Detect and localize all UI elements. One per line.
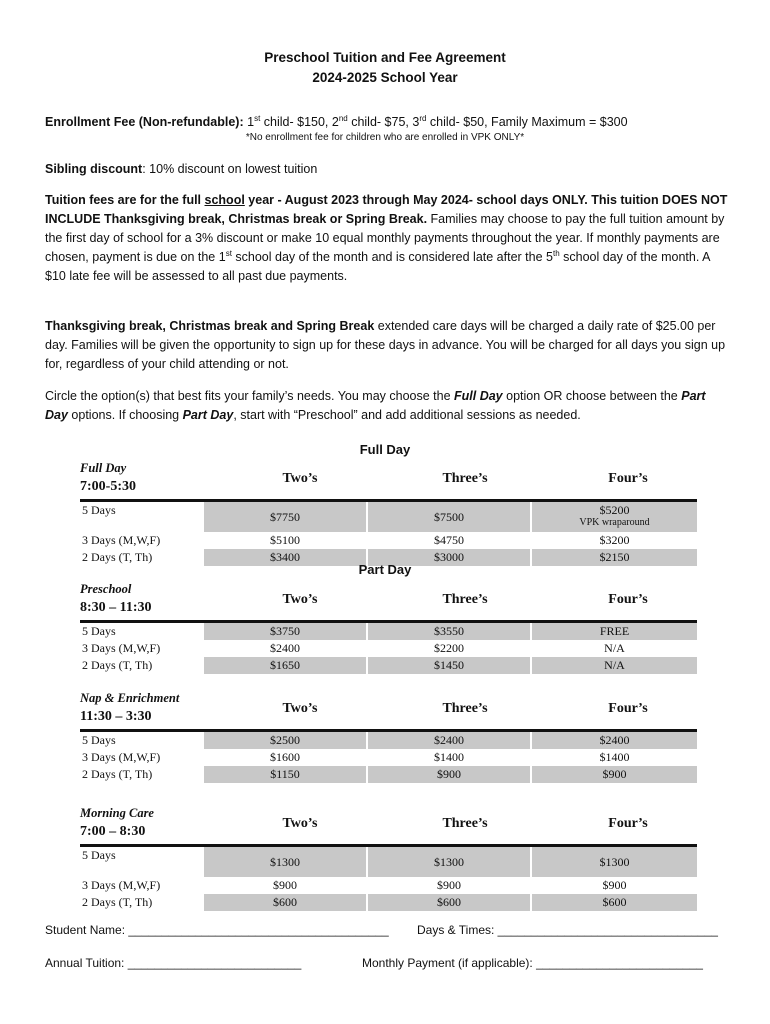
sup-st: st <box>254 113 261 123</box>
tuition-sup-1: st <box>225 248 232 258</box>
column-header: Two’s <box>282 816 318 831</box>
price-value: $2400 <box>434 733 464 747</box>
breaks-paragraph <box>45 317 730 374</box>
part-day-section-title: Part Day <box>358 562 412 577</box>
price-cell <box>368 657 530 674</box>
price-value: $900 <box>273 878 297 892</box>
price-cell <box>368 766 530 783</box>
tuition-sup-2: th <box>552 248 560 258</box>
price-cell <box>532 532 697 549</box>
price-cell <box>368 732 530 749</box>
price-value: $900 <box>437 767 461 781</box>
row-label: 3 Days (M,W,F) <box>82 641 161 655</box>
enrollment-text-3: child- $75, 3 <box>347 115 420 129</box>
price-cell <box>532 640 697 657</box>
price-value: FREE <box>599 624 630 638</box>
price-value: $2150 <box>599 550 630 564</box>
sibling-text: : 10% discount on lowest tuition <box>142 162 318 176</box>
options-paragraph <box>45 387 730 425</box>
price-value: $1300 <box>434 855 464 869</box>
price-value: $1400 <box>599 750 630 764</box>
tuition-paragraph <box>45 191 730 286</box>
row-label: 2 Days (T, Th) <box>82 767 153 781</box>
table-row <box>80 640 697 657</box>
row-label: 5 Days <box>82 624 116 638</box>
options-bold-2: Part Day <box>45 389 706 422</box>
table-row <box>80 877 697 894</box>
full-day-table <box>80 461 697 566</box>
price-cell <box>532 749 697 766</box>
sup-rd: rd <box>419 113 427 123</box>
row-label: 2 Days (T, Th) <box>82 658 153 672</box>
table-label: Preschool <box>80 582 132 596</box>
row-label: 3 Days (M,W,F) <box>82 750 161 764</box>
table-header <box>80 691 697 729</box>
options-text-2: option OR choose between the <box>502 389 682 403</box>
price-value: $2200 <box>434 641 464 655</box>
price-value: $900 <box>437 878 461 892</box>
full-day-section-title: Full Day <box>359 442 411 457</box>
breaks-text: extended care days will be charged a daily rate of $25.00 per day. Families will be given the opportunity to sign up for these days in advance. You will be charged for all days you sign up for, regardless of your child attending or not. <box>45 319 726 371</box>
price-value: $2400 <box>270 641 300 655</box>
morning-care-table <box>80 806 697 911</box>
enrollment-fee-label: Enrollment Fee (Non-refundable): <box>45 115 244 129</box>
price-cell <box>532 502 697 532</box>
price-cell <box>368 749 530 766</box>
column-header: Three’s <box>442 701 488 716</box>
table-label: Nap & Enrichment <box>80 691 180 705</box>
table-label: Full Day <box>80 461 127 475</box>
price-cell <box>204 894 366 911</box>
column-header: Three’s <box>442 592 488 607</box>
tuition-bold-2: year - August 2023 through May 2024- school days ONLY <box>244 193 585 207</box>
tuition-bold-1: Tuition fees are for the full <box>45 193 205 207</box>
vpk-note: *No enrollment fee for children who are enrolled in VPK ONLY* <box>245 132 525 143</box>
price-cell <box>204 657 366 674</box>
price-value: $7500 <box>434 510 464 524</box>
tuition-bold-underline: school <box>204 193 245 207</box>
table-row <box>80 749 697 766</box>
row-label: 2 Days (T, Th) <box>82 550 153 564</box>
nap-enrichment-table <box>80 691 697 783</box>
table-time: 8:30 – 11:30 <box>80 600 152 615</box>
tuition-text-2: school day of the month and is considered late after the 5 <box>231 250 553 264</box>
price-cell <box>532 766 697 783</box>
price-cell <box>204 749 366 766</box>
options-text-1: Circle the option(s) that best fits your family’s needs. You may choose the <box>45 389 455 403</box>
price-value: $900 <box>602 767 627 781</box>
price-cell <box>204 732 366 749</box>
price-value: $7750 <box>270 510 300 524</box>
row-label: 5 Days <box>82 848 116 862</box>
price-value: $1400 <box>434 750 464 764</box>
price-value: $2500 <box>270 733 300 747</box>
price-value: N/A <box>604 641 625 655</box>
price-value: $600 <box>437 895 461 909</box>
column-header: Three’s <box>442 816 488 831</box>
price-cell <box>204 877 366 894</box>
price-cell <box>532 877 697 894</box>
row-label: 5 Days <box>82 503 116 517</box>
tuition-text-1: Families may choose to pay the full tuition amount by the first day of school for a 3% discount or make 10 equal monthly payments throughout the year. If monthly payments are chosen, payment is due on the 1 <box>45 212 725 264</box>
student-name-field[interactable]: Student Name: _______________________________________ <box>45 923 389 937</box>
sup-nd: nd <box>338 113 348 123</box>
price-value: $3550 <box>434 624 464 638</box>
column-header: Three’s <box>442 471 488 486</box>
vpk-wraparound-note: VPK wraparound <box>579 517 650 528</box>
row-label: 3 Days (M,W,F) <box>82 533 161 547</box>
tuition-bold-3: . This tuition DOES NOT INCLUDE Thanksgiving break, Christmas break or Spring Break. <box>45 193 728 226</box>
price-cell <box>532 623 697 640</box>
price-cell <box>204 766 366 783</box>
column-header: Four’s <box>608 816 648 831</box>
row-label: 5 Days <box>82 733 116 747</box>
price-cell <box>368 623 530 640</box>
days-times-field[interactable]: Days & Times: _________________________________ <box>417 923 718 937</box>
preschool-table <box>80 582 697 674</box>
price-cell <box>368 847 530 877</box>
table-row <box>80 623 697 640</box>
price-cell <box>204 532 366 549</box>
options-text-3: options. If choosing <box>67 408 183 422</box>
row-label: 2 Days (T, Th) <box>82 895 153 909</box>
column-header: Two’s <box>282 592 318 607</box>
tuition-text-3: school day of the month. A $10 late fee will be assessed to all past due payments. <box>45 250 710 283</box>
options-bold-1: Full Day <box>454 389 503 403</box>
sibling-discount <box>45 160 730 179</box>
price-value: $1450 <box>434 658 464 672</box>
table-row <box>80 847 697 877</box>
column-header: Four’s <box>608 701 648 716</box>
price-value: $1150 <box>270 767 300 781</box>
price-value: $600 <box>273 895 297 909</box>
breaks-bold: Thanksgiving break, Christmas break and Spring Break <box>45 319 375 333</box>
table-header <box>80 806 697 844</box>
price-cell <box>532 894 697 911</box>
document-title: Preschool Tuition and Fee Agreement <box>264 50 506 65</box>
table-row <box>80 894 697 911</box>
price-cell <box>368 894 530 911</box>
price-value: $1600 <box>270 750 300 764</box>
table-time: 7:00-5:30 <box>80 479 136 494</box>
table-row <box>80 502 697 532</box>
price-value: N/A <box>604 658 625 672</box>
price-cell <box>204 623 366 640</box>
options-text-4: , start with “Preschool” and add additional sessions as needed. <box>233 408 581 422</box>
price-cell <box>204 502 366 532</box>
column-header: Two’s <box>282 471 318 486</box>
price-cell <box>368 532 530 549</box>
enrollment-text-1: 1 <box>243 115 255 129</box>
table-row <box>80 657 697 674</box>
table-label: Morning Care <box>80 806 154 820</box>
table-header <box>80 461 697 499</box>
sibling-label: Sibling discount <box>45 162 143 176</box>
table-time: 7:00 – 8:30 <box>80 824 146 839</box>
price-value: $1300 <box>270 855 300 869</box>
price-value: $3750 <box>270 624 300 638</box>
enrollment-fee <box>45 113 730 132</box>
price-value: $5200 <box>599 503 630 517</box>
price-value: $3000 <box>434 550 464 564</box>
price-value: $2400 <box>599 733 630 747</box>
price-cell <box>368 640 530 657</box>
options-bold-3: Part Day <box>182 408 234 422</box>
table-row <box>80 766 697 783</box>
table-time: 11:30 – 3:30 <box>80 709 152 724</box>
price-value: $900 <box>602 878 627 892</box>
enrollment-text-2: child- $150, 2 <box>260 115 339 129</box>
row-label: 3 Days (M,W,F) <box>82 878 161 892</box>
price-cell <box>532 847 697 877</box>
price-value: $4750 <box>434 533 464 547</box>
price-value: $600 <box>602 895 627 909</box>
enrollment-text-4: child- $50, Family Maximum = $300 <box>426 115 628 129</box>
annual-tuition-field[interactable]: Annual Tuition: __________________________ <box>45 956 302 970</box>
price-value: $3400 <box>270 550 300 564</box>
price-cell <box>204 847 366 877</box>
price-cell <box>368 877 530 894</box>
price-value: $1300 <box>599 855 630 869</box>
price-value: $1650 <box>270 658 300 672</box>
column-header: Four’s <box>608 592 648 607</box>
school-year: 2024-2025 School Year <box>312 70 458 85</box>
price-cell <box>204 640 366 657</box>
price-value: $3200 <box>599 533 630 547</box>
price-cell <box>532 732 697 749</box>
table-row <box>80 532 697 549</box>
table-row <box>80 732 697 749</box>
table-header <box>80 582 697 620</box>
price-cell <box>368 502 530 532</box>
column-header: Four’s <box>608 471 648 486</box>
price-cell <box>532 657 697 674</box>
monthly-payment-field[interactable]: Monthly Payment (if applicable): _________________________ <box>362 956 703 970</box>
price-value: $5100 <box>270 533 300 547</box>
column-header: Two’s <box>282 701 318 716</box>
